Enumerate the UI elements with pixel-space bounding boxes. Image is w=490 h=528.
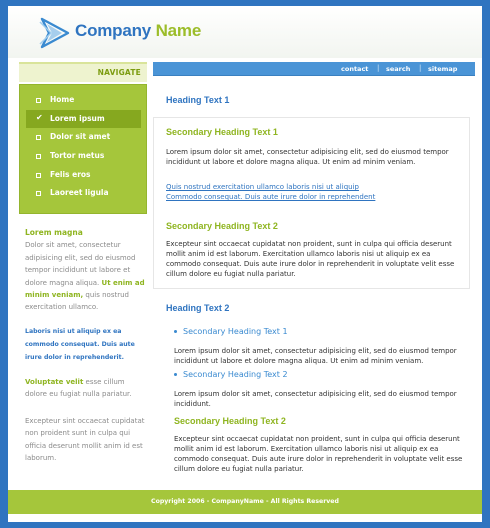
navigate-title: NAVIGATE (97, 68, 141, 77)
square-bullet-icon (36, 98, 41, 103)
nav-item-label: Dolor sit amet (50, 132, 111, 142)
sidebar-blue-text: Laboris nisi ut aliquip ex ea commodo consequat. Duis aute irure dolor in reprehenderit. (25, 328, 135, 361)
secondary-heading-3: Secondary Heading Text 2 (174, 416, 286, 426)
nav-item-felis-eros[interactable] (26, 166, 141, 185)
nav-menu (19, 84, 147, 214)
sidebar-paragraph-tail: quis nostrud exercitation ullamco. (25, 291, 129, 312)
nav-item-label: Home (50, 95, 75, 104)
sub-heading-item-2[interactable] (174, 370, 288, 379)
box-paragraph-2: Excepteur sint occaecat cupidatat non proident, sunt in culpa qui officia deserunt mollit anim id est laborum. Exercitation ullamco laboris nisi ut aliquip ex ea commodo consequat. Duis aute irure dolor in reprehenderit in voluptate velit esse cillum dolore eu fugiat nulla pariatur. (166, 240, 455, 278)
box-links (166, 182, 462, 202)
nav-item-label: Tortor metus (50, 151, 105, 161)
brand-part-name: Name (155, 21, 202, 40)
top-menu (153, 62, 475, 76)
copyright-text: Copyright 2006 - CompanyName - All Rights Reserved (151, 498, 339, 505)
sidebar-block-1 (25, 227, 147, 314)
menu-sitemap-link[interactable]: sitemap (428, 65, 458, 73)
box-link-1[interactable]: Quis nostrud exercitation ullamco laboris nisi ut aliquip (166, 183, 359, 191)
bullet-dot-icon (174, 373, 177, 376)
bullet-dot-icon (174, 330, 177, 333)
sidebar-paragraph: Dolor sit amet, consectetur adipisicing elit, sed do eiusmod tempor incididunt ut labore et dolore magna aliqua. (25, 241, 136, 287)
footer (8, 490, 482, 514)
sidebar-highlight: Ut enim ad minim veniam, (25, 278, 145, 300)
nav-item-label: Lorem ipsum (50, 113, 105, 123)
square-bullet-icon (36, 173, 41, 178)
brand-name[interactable] (75, 21, 201, 41)
brand-part-company: Company (75, 21, 152, 40)
nav-item-label: Felis eros (50, 169, 91, 179)
nav-item-label: Laoreet ligula (50, 188, 109, 198)
sub-heading-label: Secondary Heading Text 1 (183, 327, 288, 336)
secondary-heading-2: Secondary Heading Text 2 (166, 221, 278, 231)
square-bullet-icon (36, 154, 41, 159)
secondary-heading-1: Secondary Heading Text 1 (166, 127, 278, 137)
paragraph-d: Lorem ipsum dolor sit amet, consectetur adipisicing elit, sed do eiusmod tempor incididunt. (174, 390, 457, 408)
sub-heading-label: Secondary Heading Text 2 (183, 370, 288, 379)
nav-item-tortor-metus[interactable] (26, 147, 141, 166)
menu-separator: | (419, 64, 422, 72)
box-link-2[interactable]: Commodo consequat. Duis aute irure dolor in reprehendent (166, 193, 376, 201)
logo-icon[interactable] (38, 16, 72, 50)
navigate-header (19, 62, 147, 82)
paragraph-c: Lorem ipsum dolor sit amet, consectetur adipisicing elit, sed do eiusmod tempor incididunt ut labore et dolore magna aliqua. Ut enim ad minim veniam. (174, 347, 457, 365)
nav-item-laoreet-ligula[interactable] (26, 184, 141, 203)
heading-text-2: Heading Text 2 (166, 303, 230, 313)
paragraph-e: Excepteur sint occaecat cupidatat non proident, sunt in culpa qui officia deserunt mollit anim id est laborum. Exercitation ullamco laboris nisi ut aliquip ex ea commodo consequat. Duis aute irure dolor in reprehenderit in voluptate velit esse cillum dolore eu fugiat nulla pariatur. (174, 435, 463, 473)
nav-item-home[interactable] (26, 91, 141, 110)
sidebar-highlight: Voluptate velit (25, 378, 84, 386)
box-paragraph-1: Lorem ipsum dolor sit amet, consectetur adipisicing elit, sed do eiusmod tempor incididunt ut labore et dolore magna aliqua. Ut enim ad minim veniam. (166, 148, 449, 166)
content-box (153, 117, 470, 289)
menu-search-link[interactable]: search (386, 65, 411, 73)
menu-separator: | (377, 64, 380, 72)
sidebar-paragraph: esse cillum dolore eu fugiat nulla pariatur. (25, 378, 132, 399)
sidebar-heading: Lorem magna (25, 228, 83, 237)
heading-text-1: Heading Text 1 (166, 95, 230, 105)
nav-item-lorem-ipsum[interactable] (26, 110, 141, 129)
square-bullet-icon (36, 191, 41, 196)
sub-heading-item-1[interactable] (174, 327, 288, 336)
bottom-strip (8, 514, 482, 522)
header (8, 6, 482, 58)
menu-contact-link[interactable]: contact (341, 65, 369, 73)
square-bullet-icon (36, 135, 41, 140)
sidebar-block-3 (25, 376, 147, 401)
checkmark-icon: ✔ (36, 112, 43, 122)
sidebar-block-4: Excepteur sint occaecat cupidatat non proident sunt in culpa qui officia deserunt mollit anim id est laborum. (25, 417, 145, 463)
page (8, 6, 482, 522)
nav-item-dolor-sit-amet[interactable] (26, 128, 141, 147)
